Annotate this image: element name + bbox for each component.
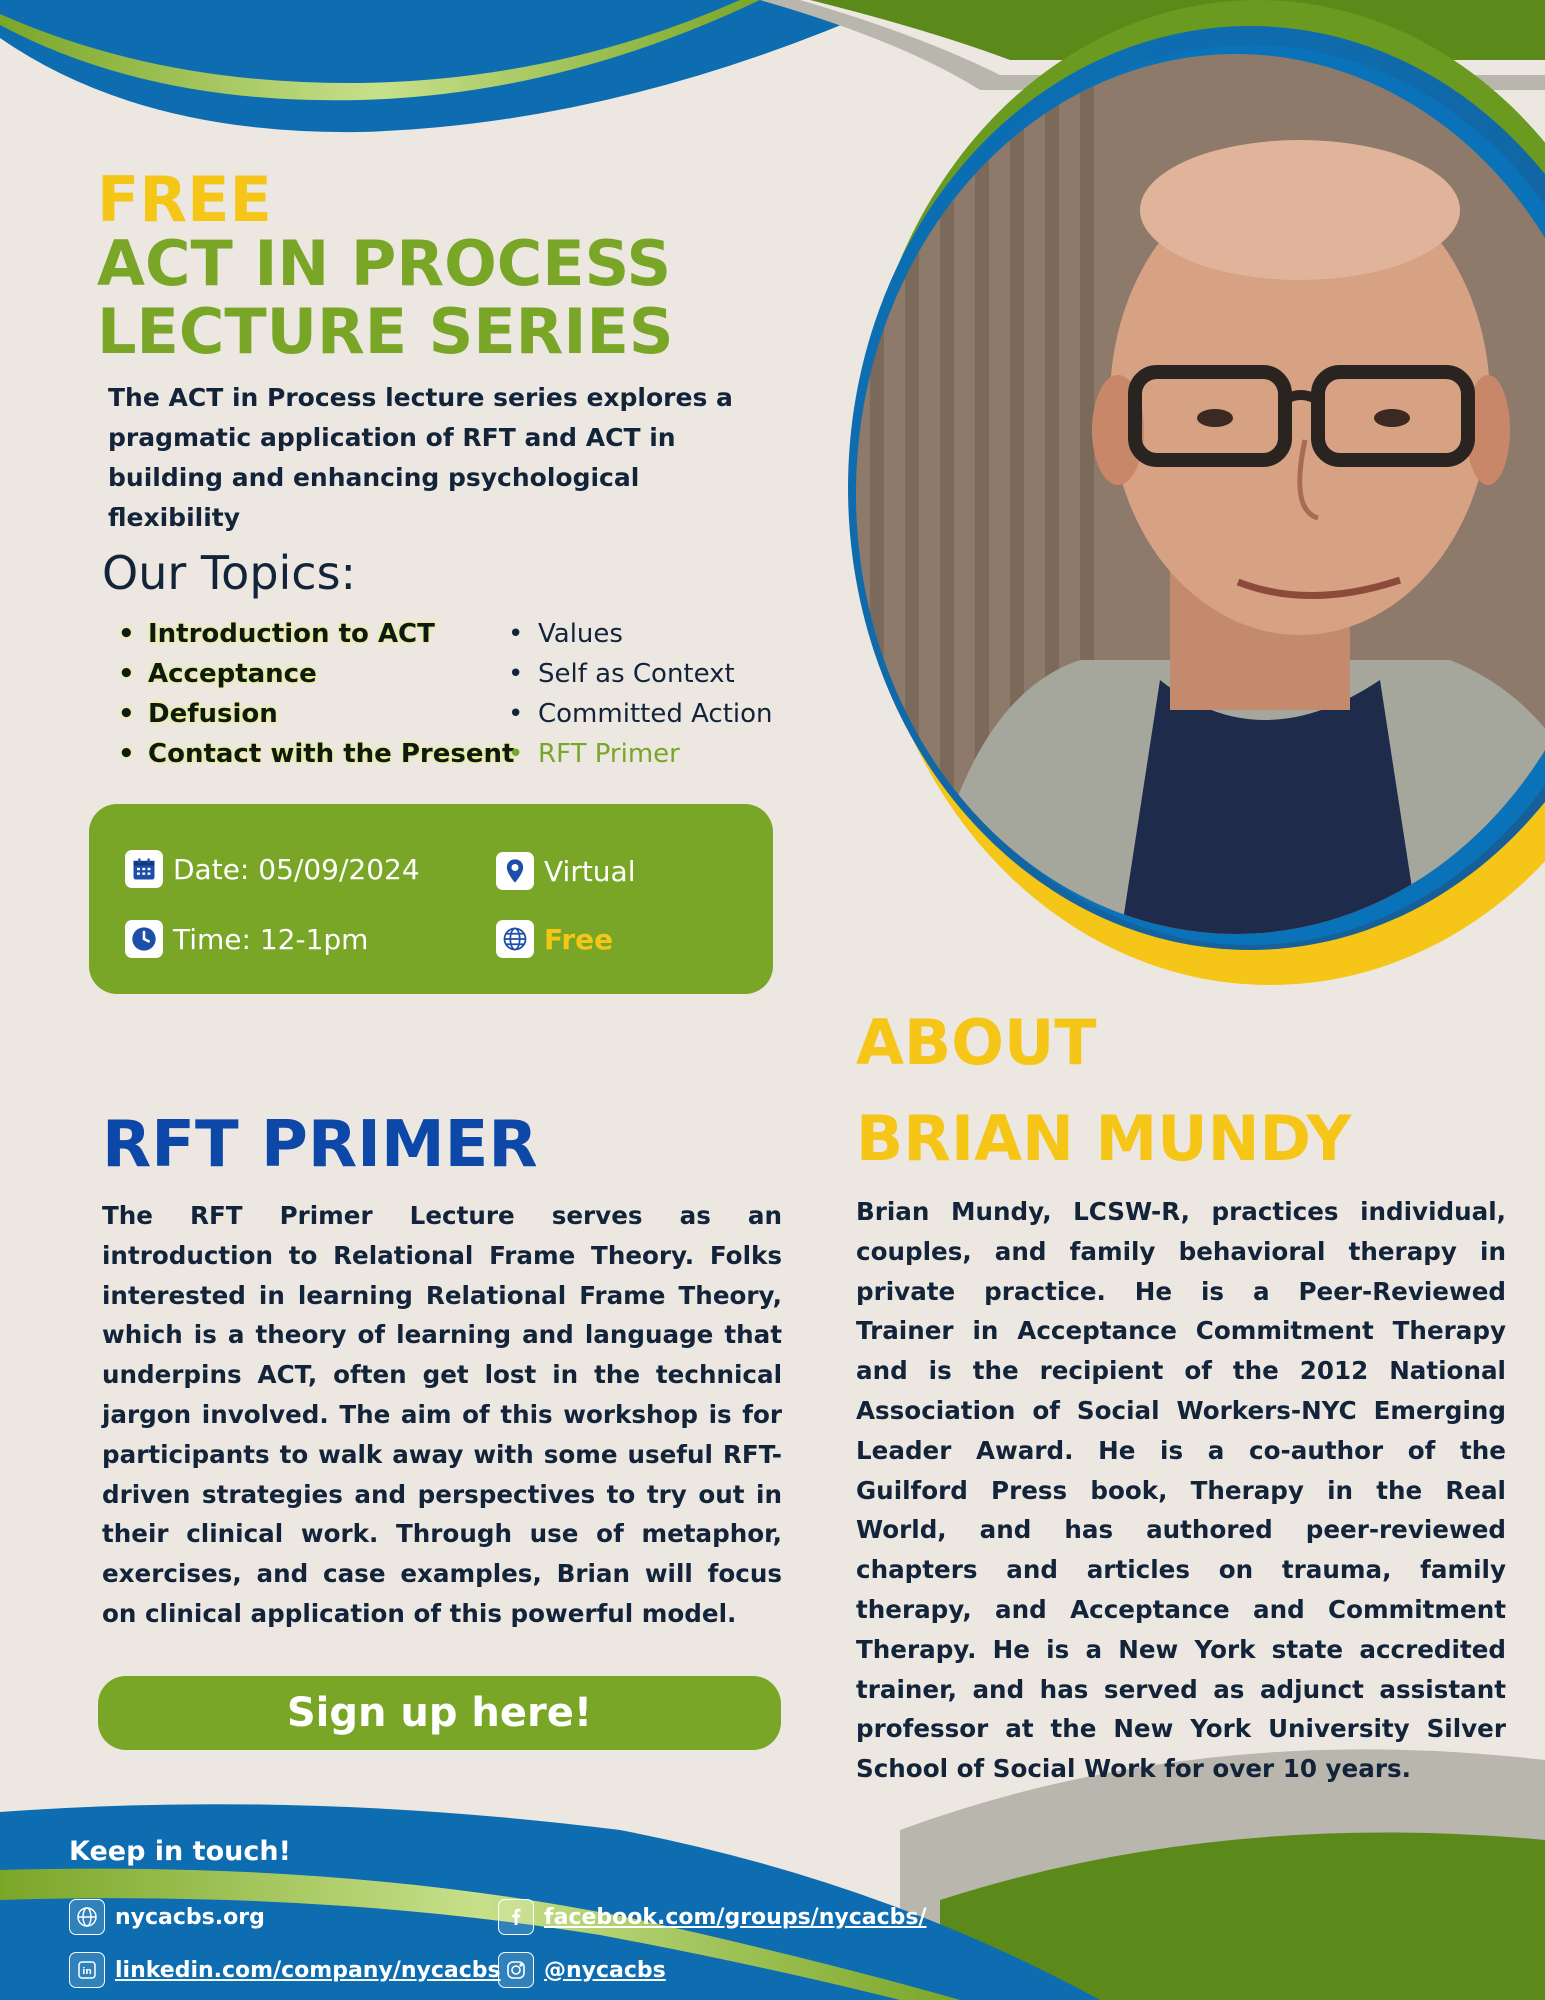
globe-icon	[69, 1899, 105, 1935]
series-title-line-2: LECTURE SERIES	[97, 295, 674, 368]
instagram-link-text: @nycacbs	[544, 1957, 666, 1983]
topic-item: • Acceptance	[110, 654, 514, 694]
event-time-text: Time: 12-1pm	[173, 922, 369, 956]
event-cost-text: Free	[544, 922, 614, 956]
calendar-icon	[125, 850, 163, 888]
free-label: FREE	[97, 163, 272, 236]
website-link[interactable]	[69, 1899, 265, 1935]
topic-item: • Committed Action	[500, 694, 773, 734]
event-location	[496, 852, 636, 890]
facebook-icon	[498, 1899, 534, 1935]
series-title-line-1: ACT IN PROCESS	[97, 227, 672, 300]
topic-item: • Introduction to ACT	[110, 614, 514, 654]
sign-up-button[interactable]: Sign up here!	[98, 1676, 781, 1750]
svg-text:in: in	[82, 1967, 92, 1977]
location-pin-icon	[496, 852, 534, 890]
topics-heading: Our Topics:	[102, 546, 357, 600]
topic-item: • Self as Context	[500, 654, 773, 694]
topic-item-highlighted: • RFT Primer	[500, 734, 773, 774]
instagram-link[interactable]	[498, 1952, 666, 1988]
facebook-link[interactable]	[498, 1899, 927, 1935]
event-date-text: Date: 05/09/2024	[173, 852, 420, 886]
footer-heading: Keep in touch!	[69, 1836, 291, 1867]
rft-primer-title: RFT PRIMER	[102, 1108, 538, 1182]
topics-list-left	[110, 614, 514, 774]
about-heading-line-2: BRIAN MUNDY	[856, 1102, 1352, 1175]
clock-icon	[125, 920, 163, 958]
facebook-link-text: facebook.com/groups/nycacbs/	[544, 1904, 927, 1930]
event-date	[125, 850, 420, 888]
topic-item: • Values	[500, 614, 773, 654]
website-link-text: nycacbs.org	[115, 1904, 265, 1930]
topics-list-right	[500, 614, 773, 774]
about-heading-line-1: ABOUT	[856, 1006, 1097, 1079]
instagram-icon	[498, 1952, 534, 1988]
event-time	[125, 920, 368, 958]
series-title	[97, 227, 817, 368]
series-intro: The ACT in Process lecture series explores a pragmatic application of RFT and ACT in building and enhancing psychological flexibility	[108, 383, 733, 532]
event-info-box	[89, 804, 773, 994]
event-location-text: Virtual	[544, 854, 636, 888]
linkedin-link-text: linkedin.com/company/nycacbs	[115, 1957, 501, 1983]
event-cost	[496, 920, 613, 958]
globe-icon	[496, 920, 534, 958]
linkedin-link[interactable]	[69, 1952, 501, 1988]
topic-item: • Contact with the Present	[110, 734, 514, 774]
linkedin-icon	[69, 1952, 105, 1988]
topic-item: • Defusion	[110, 694, 514, 734]
speaker-bio: Brian Mundy, LCSW-R, practices individual, couples, and family behavioral therapy in private practice. He is a Peer-Reviewed Trainer in Acceptance Commitment Therapy and is the recipient of the 2012 National Association of Social Workers-NYC Emerging Leader Award. He is a co-author of the Guilford Press book, Therapy in the Real World, and has authored peer-reviewed chapters and articles on trauma, family therapy, and Acceptance and Commitment Therapy. He is a New York state accredited trainer, and has served as adjunct assistant professor at the New York University Silver School of Social Work for over 10 years.	[856, 1197, 1506, 1784]
rft-primer-description: The RFT Primer Lecture serves as an introduction to Relational Frame Theory. Folks interested in learning Relational Frame Theory, which is a theory of learning and language that underpins ACT, often get lost in the technical jargon involved. The aim of this workshop is for participants to walk away with some useful RFT-driven strategies and perspectives to try out in their clinical work. Through use of metaphor, exercises, and case examples, Brian will focus on clinical application of this powerful model.	[102, 1201, 782, 1628]
